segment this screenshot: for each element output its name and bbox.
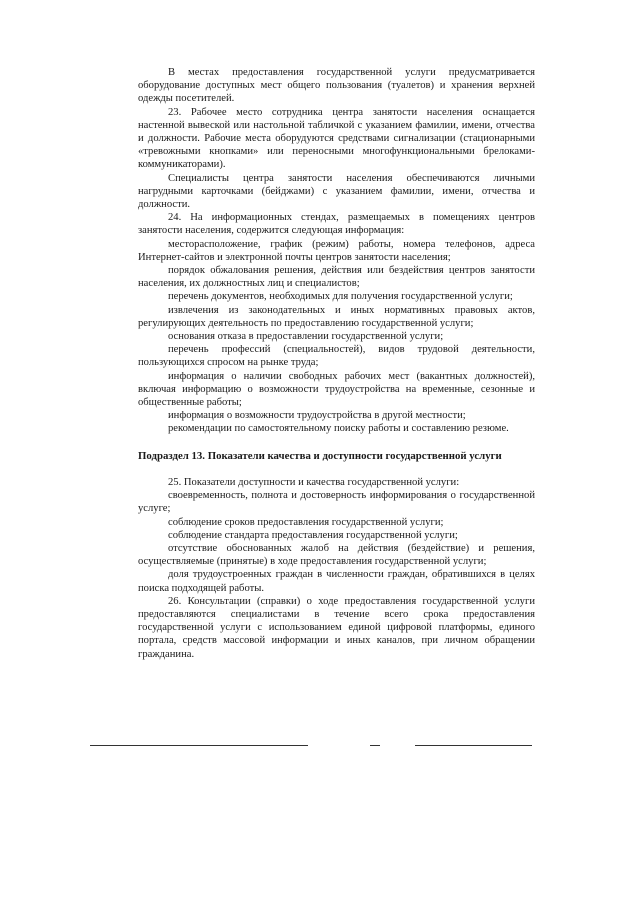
- paragraph: основания отказа в предоставлении государственной услуги;: [168, 331, 444, 343]
- paragraph: доля трудоустроенных граждан в численности граждан, обратившихся в целях поиска подходящей работы.: [138, 569, 535, 594]
- paragraphs-top: [138, 66, 535, 436]
- section-title: Подраздел 13. Показатели качества и доступности государственной услуги: [138, 449, 502, 462]
- paragraph: извлечения из законодательных и иных нормативных правовых актов, регулирующих деятельность по предоставлению государственной услуги;: [138, 304, 535, 329]
- paragraph: 25. Показатели доступности и качества государственной услуги:: [168, 476, 460, 488]
- paragraph: информация о возможности трудоустройства в другой местности;: [168, 410, 466, 422]
- paragraph: 24. На информационных стендах, размещаемых в помещениях центров занятости населения, содержится следующая информация:: [138, 212, 535, 237]
- paragraphs-bottom: [138, 476, 535, 661]
- paragraph: 23. Рабочее место сотрудника центра занятости населения оснащается настенной вывеской или настольной табличкой с указанием фамилии, имени, отчества и должности. Рабочие места оборудуются средствами сигнализации (стационарными «тревожными кнопками» или переносными многофункциональными брелоками-коммуникаторами).: [138, 106, 535, 171]
- paragraph: соблюдение сроков предоставления государственной услуги;: [168, 516, 444, 528]
- paragraph: соблюдение стандарта предоставления государственной услуги;: [168, 529, 458, 541]
- paragraph: отсутствие обоснованных жалоб на действия (бездействие) и решения, осуществляемые (принятые) в ходе предоставления государственной услуги;: [138, 542, 535, 568]
- paragraph: 26. Консультации (справки) о ходе предоставления государственной услуги предоставляются специалистами в течение всего срока предоставления государственной услуги с использованием единой цифровой платформы, единого портала, средств массовой информации и иных каналов, при личном обращении гражданина.: [138, 595, 535, 660]
- paragraph: В местах предоставления государственной услуги предусматривается оборудование доступных мест общего пользования (туалетов) и хранения верхней одежды посетителей.: [138, 67, 535, 105]
- paragraph: месторасположение, график (режим) работы, номера телефонов, адреса Интернет-сайтов и электронной почты центров занятости населения;: [138, 238, 535, 263]
- paragraph: перечень профессий (специальностей), видов трудовой деятельности, пользующихся спросом на рынке труда;: [138, 344, 535, 369]
- paragraph: своевременность, полнота и достоверность информирования о государственной услуге;: [138, 490, 535, 515]
- paragraph: перечень документов, необходимых для получения государственной услуги;: [168, 291, 513, 303]
- paragraph: информация о наличии свободных рабочих мест (вакантных должностей), включая информацию о возможности трудоустройства на временные, сезонные и общественные работы;: [138, 370, 535, 409]
- paragraph: рекомендации по самостоятельному поиску работы и составлению резюме.: [168, 423, 509, 435]
- paragraph: порядок обжалования решения, действия или бездействия центров занятости населения, их должностных лиц и специалистов;: [138, 265, 535, 290]
- paragraph: Специалисты центра занятости населения обеспечиваются личными нагрудными карточками (бейджами) с указанием фамилии, имени, отчества и должности.: [138, 172, 535, 211]
